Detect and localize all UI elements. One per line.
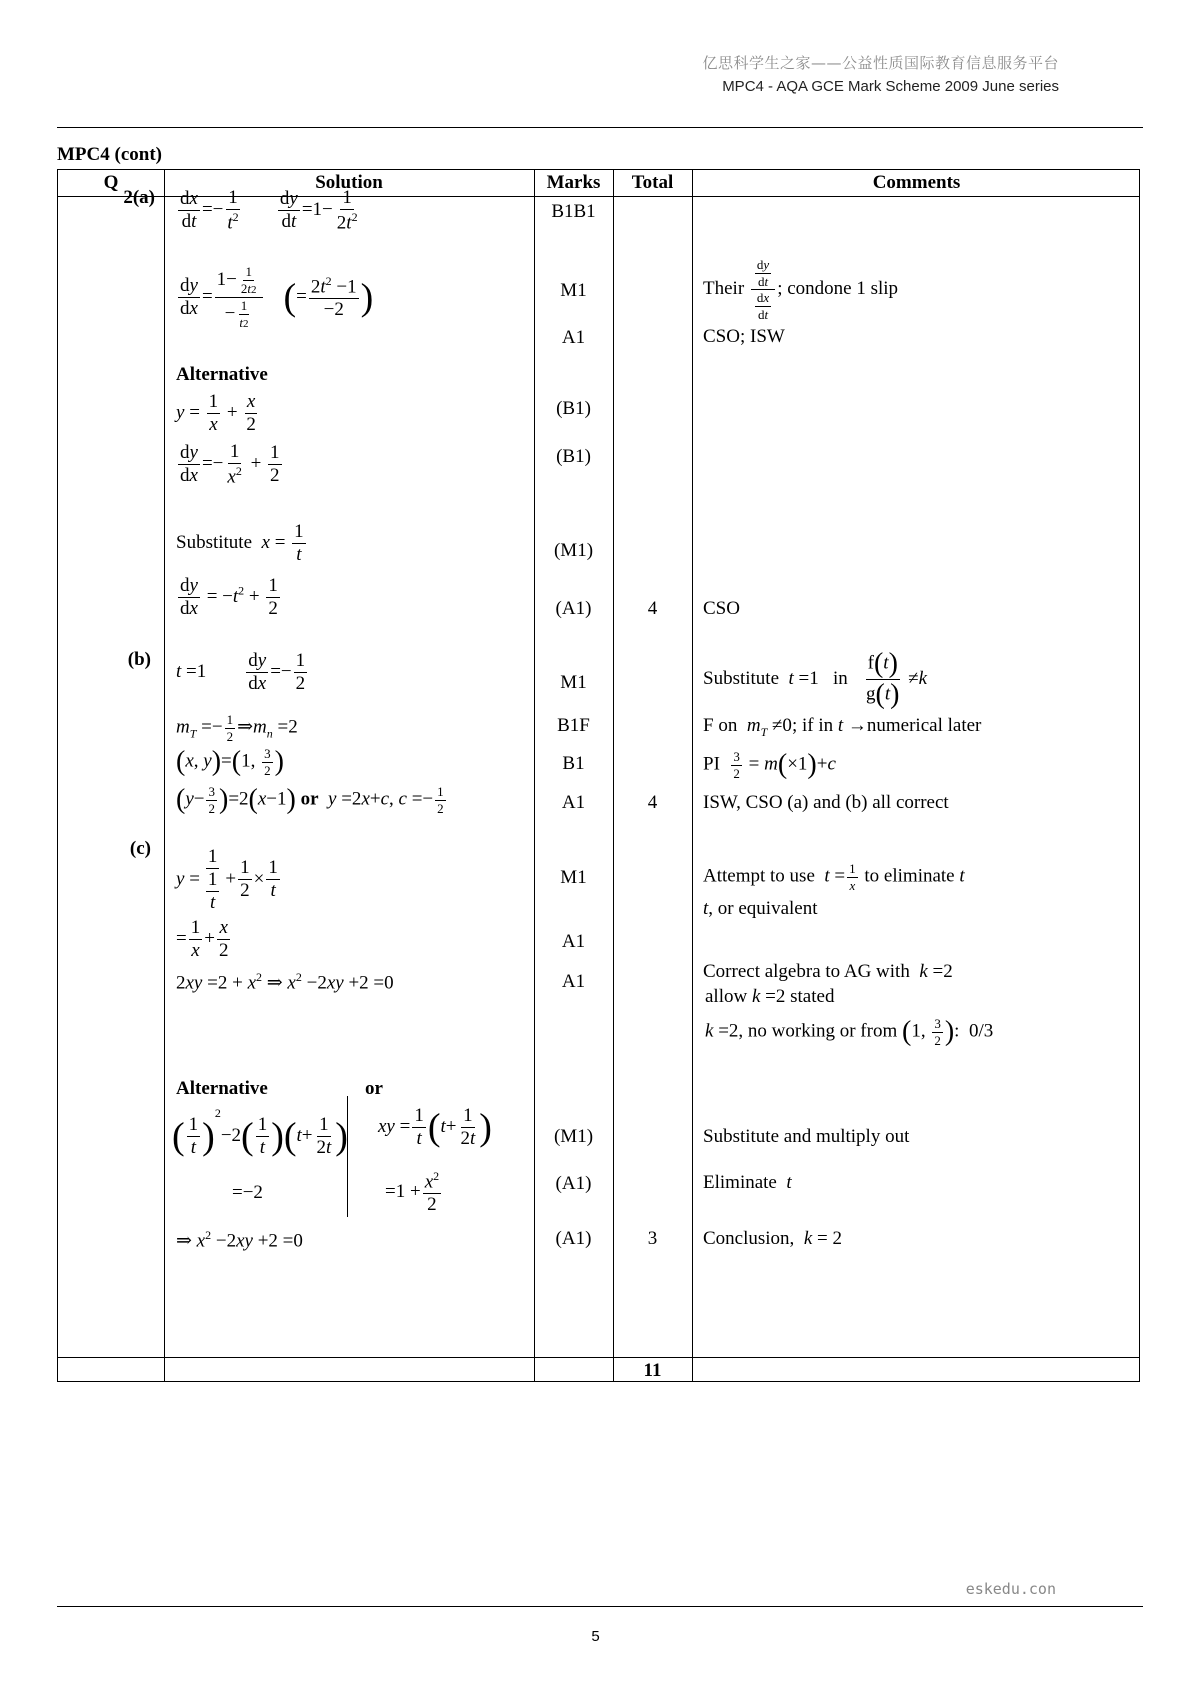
footer-site: eskedu.con [965,1580,1056,1598]
mark: M1 [560,280,587,301]
solution-math: t =1 $\frac{dy}{dx}$ =− $\frac{1}{2}$ [176,650,306,694]
header-marks: Marks [546,172,601,193]
grand-total: 11 [643,1360,662,1381]
comment: Attempt to use t = $\frac{1}{x}$ to eliminate t [703,861,965,893]
header-rule [57,127,1143,128]
comment: ISW, CSO (a) and (b) all correct [703,792,949,813]
solution-math: $\frac{dy}{dx}$ = $-t^2$ + $\frac{1}{2}$ [180,575,278,619]
solution-math: (y− $\frac{3}{2}$ )=2(x−1) or y =2x+c, c =− $\frac{1}{2}$ [176,784,444,816]
header-chinese-title: 亿思科学生之家——公益性质国际教育信息服务平台 [702,54,1059,72]
solution-math: $m_T$ =− $\frac{1}{2}$ $\Rightarrow m_n =2$ [176,712,298,744]
total-row-border [58,1357,1139,1358]
solution-math: =1 + $\frac{x^2}{2}$ [385,1169,440,1216]
comment: Their $\frac{\frac{dy}{dt}}{\frac{dx}{dt}}$ ; condone 1 slip [703,257,899,322]
solution-substitute: Substitute [176,531,253,553]
solution-math: = $\frac{1}{x}$ + $\frac{x}{2}$ [176,917,229,961]
mark: (A1) [555,1173,592,1194]
mark: A1 [561,971,586,992]
total: 4 [647,792,658,813]
solution-math: y = $\frac{1}{x}$ + $\frac{x}{2}$ [176,391,256,435]
comment: allow k =2 stated [705,986,835,1007]
solution-math: =−2 [232,1182,263,1203]
mark: (M1) [553,540,594,561]
comment: Eliminate t [703,1172,792,1193]
q-label: 2(a) [123,187,155,208]
solution-alternative: Alternative [176,1078,268,1099]
comment: Substitute and multiply out [703,1126,910,1147]
solution-math: (x, y)=(1, $\frac{3}{2}$ ) [176,746,284,778]
mark: A1 [561,931,586,952]
header-total: Total [631,172,674,193]
section-title: MPC4 (cont) [57,144,162,165]
header-document-title: MPC4 - AQA GCE Mark Scheme 2009 June series [722,78,1059,95]
column-divider [534,170,535,1381]
total: 4 [647,598,658,619]
comment: Correct algebra to AG with k =2 [703,961,953,982]
comment: Substitute t =1 in $\frac{f(t)}{g(t)}$ ≠k [703,648,928,710]
comment: PI $\frac{3}{2}$ = m(×1)+c [703,749,836,781]
mark: B1B1 [551,201,596,222]
mark-scheme-table [57,169,1140,1382]
header-q: Q [103,172,119,193]
page-number: 5 [591,1628,600,1645]
comment: t, or equivalent [703,898,818,919]
solution-math: ( $\frac{1}{t}$ )$^2$−2( $\frac{1}{t}$ )(t+ $\frac{1}{2t}$ ) [172,1106,348,1159]
q-label: (c) [129,838,151,859]
mark: A1 [561,327,586,348]
mark: B1 [562,753,585,774]
solution-math: $2xy =2 + x^2$ ⇒ $x^2 -2xy +2 =0$ [176,970,394,994]
column-divider [692,170,693,1381]
solution-alternative: Alternative [176,364,268,385]
header-comments: Comments [872,172,961,193]
mark: (B1) [556,398,591,419]
mark: M1 [560,672,587,693]
solution-math: ⇒ $x^2 -2xy +2 =0$ [176,1228,303,1252]
solution-or: or [365,1078,383,1099]
column-divider [613,170,614,1381]
solution-or: or [300,788,319,810]
q-label: (b) [127,649,151,670]
mark: (A1) [555,1228,592,1249]
comment: F on $m_T \ne 0$; if in t →numerical later [703,715,982,739]
mark: B1F [557,715,590,736]
solution-math: xy = $\frac{1}{t}$ (t+ $\frac{1}{2t}$ ) [378,1105,492,1149]
solution-math: Substitute x = $\frac{1}{t}$ [176,521,304,565]
footer-rule [57,1606,1143,1607]
column-divider [164,170,165,1381]
mark: M1 [560,867,587,888]
solution-math: $\frac{dy}{dx}$ = 1− $\frac{1}{2t2}$ − $\frac{1}{t2}$ (= $\frac{2t^2 -1}{-2}$ ) [180,264,374,330]
comment: Conclusion, k = 2 [703,1228,842,1249]
header-solution: Solution [315,172,383,193]
mark: A1 [561,792,586,813]
solution-math: $\frac{dx}{dt}$ =− $\frac{1}{t^2}$ $\frac{dy}{dt}$ =1− $\frac{1}{2t^2}$ [180,187,358,234]
mark: (M1) [553,1126,594,1147]
total: 3 [647,1228,658,1249]
solution-math: y = $\frac{1}{\frac{1}{t}}$ + $\frac{1}{2}$ × $\frac{1}{t}$ [176,846,278,913]
mark: (B1) [556,446,591,467]
solution-math: $\frac{dy}{dx}$ =− $\frac{1}{x^2}$ + $\frac{1}{2}$ [180,441,280,488]
alternative-divider [347,1096,348,1217]
comment: k =2, no working or from (1, $\frac{3}{2}$ ): 0/3 [705,1016,994,1048]
comment: CSO [703,598,740,619]
comment: CSO; ISW [703,326,785,347]
mark: (A1) [555,598,592,619]
